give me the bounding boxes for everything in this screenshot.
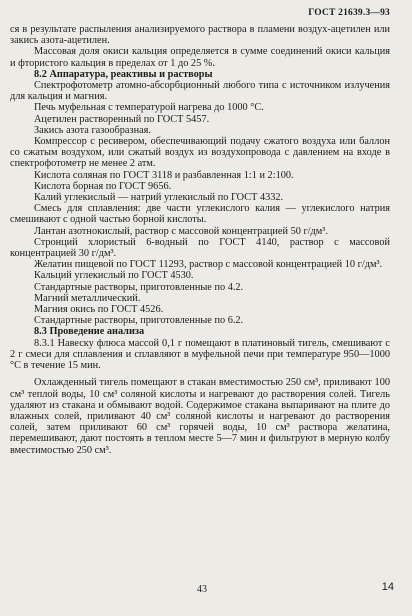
paragraph-standard-solutions-4-2: Стандартные растворы, приготовленные по 4.2. xyxy=(34,281,244,293)
section-heading-8-2: 8.2 Аппаратура, реактивы и растворы xyxy=(34,68,213,80)
paragraph-lanthanum: Лантан азотнокислый, раствор с массовой концентрацией 50 г/дм³. xyxy=(34,225,328,237)
corner-mark: 14 xyxy=(381,581,394,593)
paragraph-nitrous-oxide: Закись азота газообразная. xyxy=(34,124,151,136)
paragraph-strontium: Стронций хлористый 6-водный по ГОСТ 4140, раствор с массовой концентрацией 30 г/дм³. xyxy=(10,236,390,260)
paragraph-potassium-carbonate: Калий углекислый — натрий углекислый по ГОСТ 4332. xyxy=(34,192,284,204)
page-number: 43 xyxy=(197,584,207,595)
paragraph-8-3-1: 8.3.1 Навеску флюса массой 0,1 г помещают в платиновый тигель, смешивают с 2 г смеси для сплавления и сплавляют в муфельной печи при температуре 950—1000 °С в течение 15 мин. xyxy=(10,337,390,372)
paragraph-2: Массовая доля окиси кальция определяется в сумме соединений окиси кальция и фтористого кальция в пределах от 1 до 25 %. xyxy=(10,46,390,69)
paragraph-standard-solutions-6-2: Стандартные растворы, приготовленные по 6.2. xyxy=(34,315,244,327)
section-heading-8-3: 8.3 Проведение анализа xyxy=(34,326,145,338)
paragraph-calcium-carbonate: Кальций углекислый по ГОСТ 4530. xyxy=(34,270,194,282)
paragraph-compressor: Компрессор с ресивером, обеспечивающий подачу сжатого воздуха или баллон со сжатым воздухом, или сжатый воздух из воздухопровода с давлением на входе в спектрофотометр не менее 2 атм. xyxy=(10,136,390,170)
document-body xyxy=(10,24,390,456)
paragraph-acetylene: Ацетилен растворенный по ГОСТ 5457. xyxy=(34,113,210,125)
paragraph-hydrochloric-acid: Кислота соляная по ГОСТ 3118 и разбавленная 1:1 и 2:100. xyxy=(34,169,294,181)
paragraph-boric-acid: Кислота борная по ГОСТ 9656. xyxy=(34,180,172,192)
paragraph-magnesium-metal: Магний металлический. xyxy=(34,292,141,304)
paragraph-1: ся в результате распыления анализируемого раствора в пламени воздух-ацетилен или закись азота-ацетилен. xyxy=(10,24,390,47)
paragraph-magnesium-oxide: Магния окись по ГОСТ 4526. xyxy=(34,304,164,316)
paragraph-spectrophotometer: Спектрофотометр атомно-абсорбционный любого типа с источником излучения для кальция и магния. xyxy=(10,80,390,103)
paragraph-cooled-crucible: Охлажденный тигель помещают в стакан вместимостью 250 см³, приливают 100 см³ теплой воды, 10 см³ соляной кислоты и нагревают до растворения солей. Тигель удаляют из стакана и обмывают водой. Содержимое стакана выпаривают на плите до влажных солей, приливают 40 см³ соляной кислоты и нагревают до растворения солей, затем приливают 60 см³ горячей воды, 10 см³ раствора желатина, перемешивают, дают постоять в теплом месте 5—7 мин и фильтруют в мерную колбу вместимостью 250 см³. xyxy=(10,377,390,456)
paragraph-furnace: Печь муфельная с температурой нагрева до 1000 °С. xyxy=(34,102,264,114)
document-header: ГОСТ 21639.3—93 xyxy=(308,8,390,18)
paragraph-fusion-mixture: Смесь для сплавления: две части углекислого калия — углекислого натрия смешивают с одной частью борной кислоты. xyxy=(10,203,390,226)
paragraph-gelatin: Желатин пищевой по ГОСТ 11293, раствор с массовой концентрацией 10 г/дм³. xyxy=(34,259,383,271)
